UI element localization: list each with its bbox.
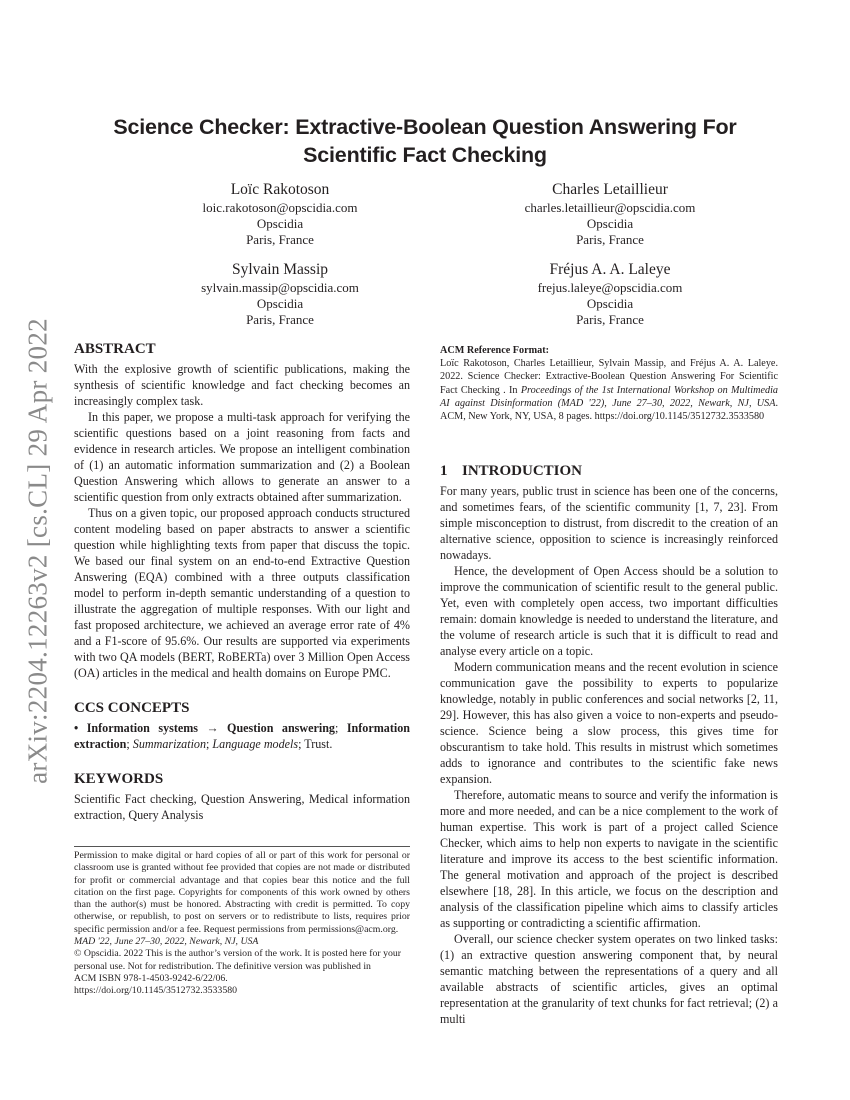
venue-text: MAD '22, June 27–30, 2022, Newark, NJ, USA <box>74 936 259 948</box>
arxiv-stamp <box>18 296 58 806</box>
ccs-concept-italic: Summarization <box>132 737 207 751</box>
venue-line <box>74 936 410 948</box>
intro-paragraph: Modern communication means and the recent evolution in science communication gave the possibility to experts to popularize knowledge, notably in public conferences and social networks [2, 11, 29]. However, this has also given a voice to non-experts and pseudo-science. Science being a slow process, this gives time for obscurantism to take hold. This results in mistrust which sometimes adds to ignorance and contributes to the scientific fake news expansion. <box>440 660 778 786</box>
author-email: charles.letaillieur@opscidia.com <box>524 200 696 215</box>
author-name: Sylvain Massip <box>231 261 329 278</box>
ccs-heading: CCS CONCEPTS <box>74 700 190 716</box>
acm-reference-heading: ACM Reference Format: <box>440 345 549 356</box>
author-block <box>130 180 430 248</box>
section-number: 1 <box>440 463 448 479</box>
author-name: Fréjus A. A. Laleye <box>549 261 671 278</box>
intro-paragraph: Hence, the development of Open Access should be a solution to improve the communication of scientific result to the general public. Yet, even with completely open access, two important difficulties remain: domain knowledge is needed to understand the literature, and the volume of research article is such that it is difficult to read and analyse every article on a topic. <box>440 564 778 658</box>
ccs-bullet: • <box>74 721 79 735</box>
isbn-text: ACM ISBN 978-1-4503-9242-6/22/06. <box>74 972 228 984</box>
paper-title <box>60 113 790 169</box>
author-org: Opscidia <box>586 216 634 231</box>
author-email: sylvain.massip@opscidia.com <box>201 280 359 295</box>
ccs-concept-bold: Information systems → Question answering <box>86 721 335 735</box>
acm-reference <box>440 344 778 423</box>
abstract-heading: ABSTRACT <box>74 341 156 357</box>
author-location: Paris, France <box>576 232 644 247</box>
author-block <box>460 180 760 248</box>
doi-link[interactable]: https://doi.org/10.1145/3512732.3533580 <box>74 985 238 997</box>
author-org: Opscidia <box>586 296 634 311</box>
ccs-concepts <box>74 720 410 752</box>
author-name: Loïc Rakotoson <box>230 181 330 198</box>
acm-reference-part: Loïc Rakotoson, Charles Letaillieur, Sylvain Massip, and Fréjus A. A. Laleye. 2022. Science Checker: Extractive-Boolean Question Answering For Scientific Fact Checking . In <box>440 358 778 396</box>
author-location: Paris, France <box>576 312 644 327</box>
ccs-concept-italic: Language models <box>212 737 299 751</box>
keywords-heading: KEYWORDS <box>74 771 164 787</box>
author-org: Opscidia <box>256 216 304 231</box>
permission-footnote <box>74 850 410 998</box>
abstract-paragraph: Thus on a given topic, our proposed approach conducts structured content modeling based on paper abstracts to answer a scientific question while highlighting texts from paper that discuss the topic. We based our final system on an end-to-end Extractive Question Answering (EQA) combined with a three outputs classification model to perform in-depth semantic understanding of a question to illustrate the aggregation of multiple responses. With our light and fast proposed architecture, we achieved an average error rate of 4% and a F1-score of 95.6%. Our results are supported via experiments with two QA models (BERT, RoBERTa) over 3 Million Open Access (OA) articles in the medical and health domains on Europe PMC. <box>74 506 410 680</box>
ccs-separator: ; <box>334 721 347 735</box>
author-email: loic.rakotoson@opscidia.com <box>202 200 358 215</box>
intro-paragraph: For many years, public trust in science has been one of the concerns, and sometimes fears, of the scientific community [1, 7, 23]. From simple misconception to distrust, from discredit to the creation of an alternative science, opposition to science is increasingly reinforced nowadays. <box>440 484 778 562</box>
permission-text: Permission to make digital or hard copies of all or part of this work for personal or classroom use is granted without fee provided that copies are not made or distributed for profit or commercial advantage and that copies bear this notice and the full citation on the first page. Copyrights for components of this work owned by others than the author(s) must be honored. Abstracting with credit is permitted. To copy otherwise, or republish, to post on servers or to redistribute to lists, requires prior specific permission and/or a fee. Request permissions from permissions@acm.org. <box>74 850 410 935</box>
author-location: Paris, France <box>246 312 314 327</box>
ccs-tail: ; Trust. <box>298 737 333 751</box>
abstract-paragraph: With the explosive growth of scientific publications, making the synthesis of scientific knowledge and fact checking becomes an increasingly complex task. <box>74 362 410 408</box>
section-title: INTRODUCTION <box>462 463 583 479</box>
paper-title-line-2: Scientific Fact Checking <box>303 143 547 167</box>
author-location: Paris, France <box>246 232 314 247</box>
acm-reference-proceedings: Proceedings of the 1st International Workshop on Multimedia AI against Disinformation (MAD '22), June 27–30, 2022, Newark, NJ, USA <box>440 384 778 409</box>
author-block <box>130 260 430 328</box>
abstract-paragraph: In this paper, we propose a multi-task approach for verifying the scientific questions based on a joint reasoning from facts and evidence in research articles. We propose an intelligent combination of (1) an automatic information summarization and (2) a Boolean Question Answering which allows to generate an answer to a scientific question from only extracts obtained after summarization. <box>74 410 410 504</box>
author-block <box>460 260 760 328</box>
arxiv-stamp-text: arXiv:2204.12263v2 [cs.CL] 29 Apr 2022 <box>22 318 53 784</box>
introduction-section <box>440 462 778 1027</box>
intro-paragraph: Therefore, automatic means to source and verify the information is more and more needed, and can be a nice complement to the work of human expertise. This work is part of a project called Science Checker, which aims to help non experts to navigate in the scientific literature and improve its access to the best scientific information. The general motivation and approach of the project is described elsewhere [18, 28]. In this article, we focus on the description and analysis of the classification pipeline which aims to classify articles as supporting or contradicting a scientific affirmation. <box>440 788 778 930</box>
acm-reference-part: . ACM, New York, NY, USA, 8 pages. https://doi.org/10.1145/3512732.3533580 <box>440 397 778 423</box>
left-column <box>74 340 410 823</box>
footnote-divider <box>74 846 410 847</box>
intro-paragraph: Overall, our science checker system operates on two linked tasks: (1) an extractive question answering component that, by neural semantic matching between the representations of a query and all available abstracts of scientific articles, gives an optimal representation at the granularity of text chunks for fact retrieval; (2) a multi <box>440 932 778 1026</box>
author-name: Charles Letaillieur <box>552 181 668 198</box>
copyright-text: © Opscidia. 2022 This is the author’s version of the work. It is posted here for your personal use. Not for redistribution. The definitive version was published in <box>74 948 402 972</box>
ccs-separator: ; <box>126 737 133 751</box>
introduction-heading <box>440 462 778 480</box>
acm-reference-text <box>440 357 778 423</box>
keywords-text: Scientific Fact checking, Question Answering, Medical information extraction, Query Analysis <box>74 792 410 822</box>
ccs-concept-bold: Information extraction <box>74 721 410 751</box>
paper-title-line-1: Science Checker: Extractive-Boolean Question Answering For <box>113 115 737 139</box>
author-email: frejus.laleye@opscidia.com <box>537 280 683 295</box>
author-org: Opscidia <box>256 296 304 311</box>
ccs-separator: ; <box>206 737 213 751</box>
